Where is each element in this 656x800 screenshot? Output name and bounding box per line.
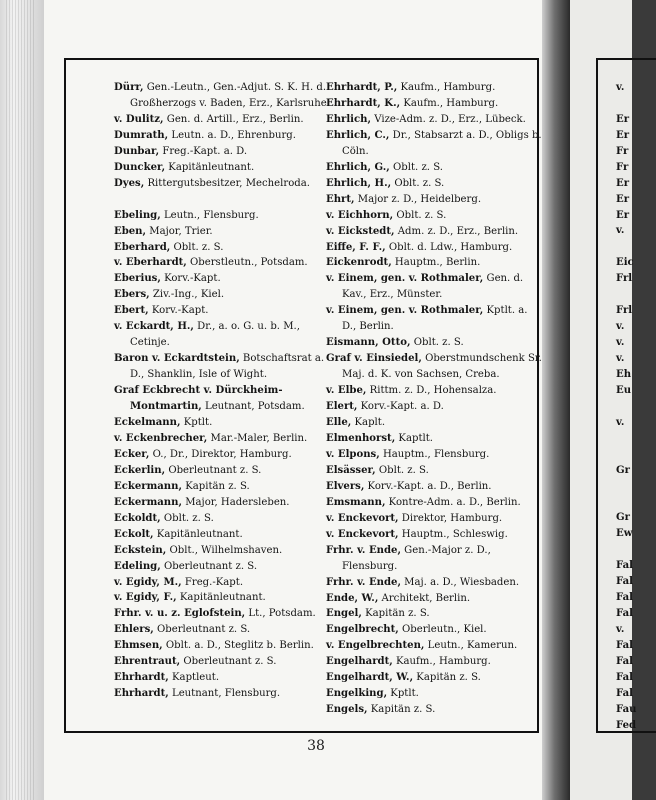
entry-name: v. Elpons, — [326, 448, 380, 460]
directory-entry — [114, 479, 332, 495]
book-gutter — [542, 0, 570, 800]
facing-page-fragment: Fau — [616, 703, 637, 715]
entry-details: Oblt. a. D., Steglitz b. Berlin. — [162, 640, 314, 652]
entry-name: Ehrlich, G., — [326, 161, 390, 173]
entry-name: Ehmsen, — [114, 640, 163, 652]
directory-entry — [326, 686, 544, 702]
entry-name: Engelhardt, — [326, 656, 393, 668]
entry-name: Eckermann, — [114, 480, 182, 492]
entry-details: Direktor, Hamburg. — [398, 512, 503, 524]
directory-entry — [326, 591, 544, 607]
entry-name: Engelbrecht, — [326, 624, 399, 636]
directory-entry — [114, 240, 332, 256]
directory-entry — [114, 686, 332, 702]
entry-details: Ziv.-Ing., Kiel. — [149, 289, 225, 301]
entry-details: Kapitän z. S. — [182, 480, 250, 492]
facing-page-fragment — [616, 478, 636, 494]
facing-page-fragment: Ew — [616, 528, 633, 540]
entry-name: Ehrlich, H., — [326, 177, 392, 189]
entry-name: Dyes, — [114, 177, 145, 189]
entry-details: Dr., Stabsarzt a. D., Obligs b. Cöln. — [342, 129, 542, 157]
entry-name: Eckoldt, — [114, 512, 161, 524]
directory-entry — [326, 96, 544, 112]
entry-details: Korv.-Kapt. — [148, 305, 209, 317]
directory-entry — [326, 415, 544, 431]
directory-entry — [326, 479, 544, 495]
entry-details: Rittergutsbesitzer, Mechelroda. — [144, 177, 310, 189]
entry-name: v. Einem, gen. v. Rothmaler, — [326, 305, 484, 317]
directory-entry — [326, 702, 544, 718]
facing-page-fragment: Eic — [616, 257, 634, 269]
facing-page-fragment: v. — [616, 416, 625, 428]
directory-entry — [326, 399, 544, 415]
directory-entry — [326, 176, 544, 192]
directory-entry — [326, 160, 544, 176]
directory-entry — [114, 527, 332, 543]
facing-page-fragment: Er — [616, 129, 630, 141]
directory-entry — [326, 255, 544, 271]
facing-page-fragment: v. — [616, 623, 625, 635]
directory-entry — [114, 543, 332, 559]
entry-details: Dr., a. o. G. u. b. M., Cetinje. — [130, 321, 300, 349]
entry-name: Frhr. v. u. z. Eglofstein, — [114, 608, 246, 620]
directory-entry — [114, 606, 332, 622]
entry-name: Ende, W., — [326, 592, 379, 604]
facing-page-fragment: Fal — [616, 655, 633, 667]
entry-name: v. Egidy, F., — [114, 592, 177, 604]
entry-name: v. Eckenbrecher, — [114, 432, 208, 444]
entry-name: Dürr, — [114, 82, 144, 93]
directory-entry — [114, 128, 332, 144]
entry-name: Elert, — [326, 401, 358, 413]
entry-details: Kptlt. — [387, 688, 419, 700]
entry-details: Kapitän z. S. — [361, 608, 430, 620]
facing-page-fragment: Fr — [616, 145, 629, 157]
facing-page-fragment — [616, 431, 636, 447]
entry-name: Ehrentraut, — [114, 656, 181, 668]
directory-entry — [114, 511, 332, 527]
directory-entry — [326, 240, 544, 256]
entry-details: Oberleutnant z. S. — [165, 464, 262, 476]
entry-details: Rittm. z. D., Hohensalza. — [366, 385, 497, 397]
facing-page-fragment — [616, 96, 636, 112]
facing-page-fragment: Er — [616, 113, 630, 125]
entry-details: Major, Hadersleben. — [182, 496, 290, 508]
entry-details: Kaufm., Hamburg. — [392, 656, 491, 668]
entry-name: Graf v. Einsiedel, — [326, 353, 422, 365]
entry-details: Kapitänleutnant. — [176, 592, 266, 604]
facing-page-fragment: Er — [616, 209, 630, 221]
entry-details: Korv.-Kapt. — [160, 273, 221, 285]
entry-name: Ehlers, — [114, 624, 154, 636]
directory-entry — [114, 575, 332, 591]
entry-details: Gen. d. Artill., Erz., Berlin. — [163, 113, 304, 125]
directory-entry — [114, 622, 332, 638]
facing-page-fragment: Eu — [616, 384, 632, 396]
entry-details: Kontre-Adm. a. D., Berlin. — [385, 496, 521, 508]
entry-name: Graf Eckbrecht v. Dürckheim-Montmartin, — [114, 385, 283, 413]
directory-entry — [326, 511, 544, 527]
entry-name: v. Einem, gen. v. Rothmaler, — [326, 273, 484, 285]
entry-name: Engel, — [326, 608, 362, 620]
entry-details: Hauptm., Flensburg. — [379, 448, 490, 460]
entry-details: Leutn., Kamerun. — [424, 640, 518, 652]
facing-page-fragment: Fal — [616, 560, 633, 572]
entry-details: Lt., Potsdam. — [245, 608, 316, 620]
directory-entry — [114, 319, 332, 351]
entry-name: Ebers, — [114, 289, 150, 301]
directory-entry — [326, 606, 544, 622]
directory-entry — [326, 303, 544, 335]
directory-entry — [114, 287, 332, 303]
facing-page-fragment: Er — [616, 177, 630, 189]
directory-entry — [326, 495, 544, 511]
facing-page-fragment: Fal — [616, 592, 633, 603]
directory-entry — [326, 670, 544, 686]
entry-name: Eberius, — [114, 273, 161, 285]
entry-details: Leutnant, Potsdam. — [201, 401, 305, 413]
entry-name: Eben, — [114, 225, 147, 237]
entry-name: Eckermann, — [114, 496, 182, 508]
facing-page-fragment — [616, 542, 636, 558]
entry-details: Korv.-Kapt. a. D. — [357, 401, 444, 413]
directory-entry — [326, 128, 544, 160]
facing-page-fragment: Fed — [616, 719, 637, 731]
entry-name: Dumrath, — [114, 129, 169, 141]
entry-details: Maj. a. D., Wiesbaden. — [400, 576, 520, 588]
entry-details: Kapitän z. S. — [367, 704, 436, 716]
entry-name: Ehrlich, — [326, 113, 372, 125]
entry-name: v. Eckardt, H., — [114, 321, 194, 333]
entry-name: Emsmann, — [326, 496, 386, 508]
entry-details: Gen. d. Kav., Erz., Münster. — [342, 273, 524, 301]
entry-name: Eberhard, — [114, 241, 171, 253]
entry-details: Architekt, Berlin. — [378, 592, 471, 604]
entry-name: Ehrt, — [326, 193, 355, 205]
entry-name: Eckstein, — [114, 544, 167, 556]
directory-entry — [114, 255, 332, 271]
entry-details: Leutnant, Flensburg. — [168, 688, 281, 700]
entry-details: Oberleutnant z. S. — [153, 624, 251, 636]
entry-details: Adm. z. D., Erz., Berlin. — [394, 225, 519, 237]
directory-entry — [114, 654, 332, 670]
entry-details: Kaptlt. — [395, 432, 433, 444]
directory-entry — [114, 638, 332, 654]
directory-entry — [114, 495, 332, 511]
directory-entry — [114, 271, 332, 287]
entry-details: Vize-Adm. z. D., Erz., Lübeck. — [371, 113, 526, 125]
entry-details: Korv.-Kapt. a. D., Berlin. — [364, 480, 492, 492]
directory-entry — [326, 622, 544, 638]
directory-entry — [326, 463, 544, 479]
facing-page-fragment: Frl — [616, 305, 633, 317]
facing-page-fragment: Fal — [616, 639, 633, 651]
entry-details: Botschaftsrat a. D., Shanklin, Isle of Wight. — [130, 353, 325, 381]
page-number: 38 — [307, 738, 325, 754]
entry-details: Hauptm., Berlin. — [391, 257, 481, 269]
entry-name: Elvers, — [326, 480, 365, 492]
entry-details: Oblt. d. Ldw., Hamburg. — [385, 241, 513, 253]
directory-entry — [326, 383, 544, 399]
entry-details: Oberleutnant z. S. — [180, 656, 277, 668]
entry-name: Eickenrodt, — [326, 257, 392, 269]
directory-entry — [326, 208, 544, 224]
entry-name: Dunbar, — [114, 145, 160, 157]
entry-name: v. Elbe, — [326, 385, 367, 397]
entry-name: v. Dulitz, — [114, 113, 164, 125]
directory-entry — [114, 463, 332, 479]
facing-page-fragment: Er — [616, 193, 630, 205]
entry-name: v. Engelbrechten, — [326, 640, 425, 652]
entry-details: Freg.-Kapt. — [181, 576, 244, 588]
entry-name: Ehrhardt, — [114, 688, 169, 700]
entry-details: Leutn. a. D., Ehrenburg. — [168, 129, 296, 141]
entry-details: Leutn., Flensburg. — [160, 209, 259, 221]
entry-name: v. Enckevort, — [326, 528, 399, 540]
entry-details: Hauptm., Schleswig. — [398, 528, 508, 540]
facing-page-fragment: v. — [616, 337, 625, 348]
directory-entry — [114, 383, 332, 415]
entry-name: Ebeling, — [114, 209, 161, 221]
right-column — [326, 80, 544, 718]
entry-name: Elle, — [326, 417, 352, 429]
directory-entry — [114, 80, 332, 112]
entry-details: Kapitänleutnant. — [165, 161, 255, 173]
entry-name: v. Eberhardt, — [114, 257, 187, 269]
facing-page-fragment: v. — [616, 321, 625, 333]
directory-entry — [114, 670, 332, 686]
facing-page-fragment — [616, 239, 636, 255]
entry-details: Oblt. z. S. — [170, 241, 224, 253]
facing-page-text-fragments — [616, 80, 636, 733]
entry-name: Ehrhardt, — [114, 672, 169, 684]
entry-details: Gen.-Leutn., Gen.-Adjut. S. K. H. d. Großherzogs v. Baden, Erz., Karlsruhe. — [130, 82, 330, 109]
entry-details: Oblt. z. S. — [389, 161, 443, 173]
entry-details: Kaufm., Hamburg. — [397, 82, 496, 93]
entry-details: Oberleutn., Kiel. — [398, 624, 487, 636]
entry-name: Eckolt, — [114, 528, 154, 540]
entry-details: Oberstmundschenk Sr. Maj. d. K. von Sachsen, Creba. — [342, 353, 542, 381]
entry-details: O., Dr., Direktor, Hamburg. — [149, 448, 292, 460]
entry-details: Freg.-Kapt. a. D. — [159, 145, 248, 157]
entry-name: Engels, — [326, 704, 368, 716]
facing-page-fragment — [616, 494, 636, 510]
facing-page-fragment: v. — [616, 225, 625, 237]
directory-entry — [326, 654, 544, 670]
directory-entry — [114, 447, 332, 463]
entry-details: Gen.-Major z. D., Flensburg. — [342, 544, 491, 572]
entry-name: Engelking, — [326, 688, 388, 700]
entry-name: Frhr. v. Ende, — [326, 544, 401, 556]
facing-page-fragment: Eh — [616, 368, 632, 380]
directory-entry — [326, 431, 544, 447]
facing-page-fragment: Frl — [616, 273, 633, 285]
facing-page-fragment: Fal — [616, 607, 633, 619]
directory-entry — [114, 176, 332, 192]
facing-page-fragment — [616, 399, 636, 415]
entry-name: Engelhardt, W., — [326, 672, 414, 684]
left-column — [114, 80, 332, 702]
directory-entry — [326, 447, 544, 463]
entry-name: Eckelmann, — [114, 417, 181, 428]
directory-entry — [326, 335, 544, 351]
entry-name: Ebert, — [114, 305, 149, 317]
directory-entry — [326, 271, 544, 303]
directory-entry — [114, 144, 332, 160]
directory-entry — [326, 638, 544, 654]
directory-entry — [114, 224, 332, 240]
entry-details: Kptlt. a. D., Berlin. — [342, 305, 528, 333]
facing-page-fragment: Fal — [616, 687, 633, 699]
entry-details: Kapitänleutnant. — [153, 528, 243, 540]
facing-page-fragment — [616, 447, 636, 463]
facing-page-fragment: Fal — [616, 576, 633, 588]
facing-page-fragment: v. — [616, 82, 625, 93]
entry-details: Kaptleut. — [168, 672, 220, 684]
directory-entry — [114, 351, 332, 383]
entry-name: Elsässer, — [326, 464, 376, 476]
facing-page-fragment: v. — [616, 352, 625, 364]
directory-entry — [114, 559, 332, 575]
entry-details: Oblt., Wilhelmshaven. — [166, 544, 283, 556]
entry-name: Eckerlin, — [114, 464, 166, 476]
directory-entry — [114, 208, 332, 224]
facing-page-fragment: Gr — [616, 512, 630, 524]
directory-entry — [326, 527, 544, 543]
entry-name: Edeling, — [114, 560, 161, 572]
book-page-edges — [0, 0, 44, 800]
entry-name: Elmenhorst, — [326, 432, 396, 444]
directory-entry — [114, 112, 332, 128]
directory-entry — [326, 112, 544, 128]
entry-name: Ehrlich, C., — [326, 129, 390, 141]
entry-details: Oblt. z. S. — [375, 464, 429, 476]
entry-details: Major, Trier. — [146, 225, 213, 237]
directory-entry — [326, 543, 544, 575]
directory-entry — [326, 224, 544, 240]
directory-entry — [326, 80, 544, 96]
directory-entry — [326, 351, 544, 383]
entry-details: Oberstleutn., Potsdam. — [186, 257, 308, 269]
facing-page-fragment — [616, 287, 636, 303]
entry-details: Mar.-Maler, Berlin. — [207, 432, 308, 444]
entry-name: Ecker, — [114, 448, 150, 460]
directory-entry — [114, 590, 332, 606]
entry-details: Oblt. z. S. — [393, 209, 447, 221]
entry-details: Oblt. z. S. — [391, 177, 445, 189]
directory-entry — [114, 415, 332, 431]
entry-name: v. Eichhorn, — [326, 209, 394, 221]
facing-page-fragment: Gr — [616, 464, 630, 476]
entry-name: Eismann, Otto, — [326, 337, 411, 349]
entry-details: Kaufm., Hamburg. — [400, 97, 499, 109]
entry-details: Oblt. z. S. — [410, 337, 464, 349]
entry-name: Ehrhardt, K., — [326, 97, 401, 109]
entry-name: Frhr. v. Ende, — [326, 576, 401, 588]
entry-name: Baron v. Eckardtstein, — [114, 353, 240, 365]
entry-name: v. Egidy, M., — [114, 576, 182, 588]
entry-details: Major z. D., Heidelberg. — [354, 193, 482, 205]
facing-page-fragment: Fal — [616, 671, 633, 683]
entry-name: v. Eickstedt, — [326, 225, 395, 237]
entry-details: Oblt. z. S. — [160, 512, 214, 524]
entry-details: Kptlt. — [180, 417, 213, 428]
directory-entry — [114, 431, 332, 447]
entry-name: Duncker, — [114, 161, 166, 173]
directory-entry — [326, 192, 544, 208]
entry-name: Ehrhardt, P., — [326, 82, 398, 93]
facing-page-fragment: Fr — [616, 161, 629, 173]
directory-entry — [114, 303, 332, 319]
entry-details: Kapitän z. S. — [413, 672, 481, 684]
entry-name: v. Enckevort, — [326, 512, 399, 524]
entry-details: Kaplt. — [351, 417, 386, 429]
directory-entry — [114, 160, 332, 176]
directory-entry — [326, 575, 544, 591]
entry-name: Eiffe, F. F., — [326, 241, 386, 253]
entry-details: Oberleutnant z. S. — [160, 560, 258, 572]
